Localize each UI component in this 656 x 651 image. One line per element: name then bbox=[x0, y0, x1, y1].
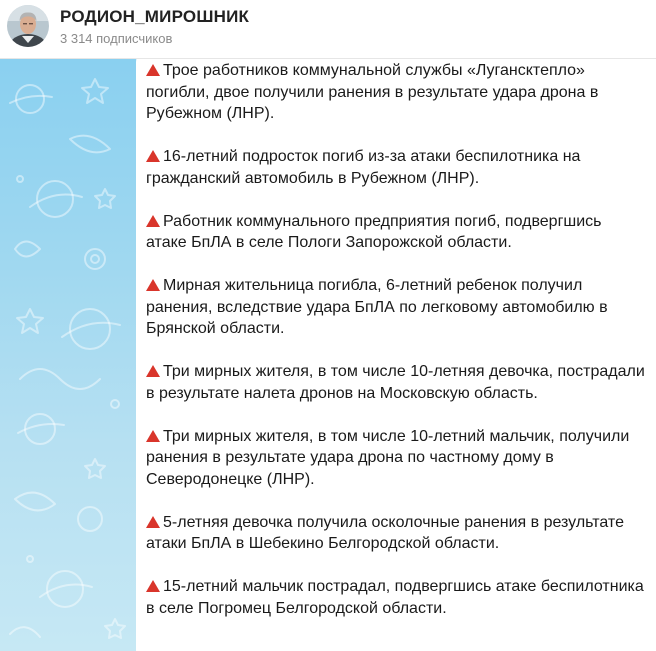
channel-title[interactable]: РОДИОН_МИРОШНИК bbox=[60, 7, 250, 26]
list-item: 15-летний мальчик пострадал, подвергшись атаке беспилотника в селе Погромец Белгородской области. bbox=[146, 578, 644, 617]
subscriber-count: 3 314 подписчиков bbox=[60, 31, 173, 46]
post-text bbox=[136, 50, 656, 619]
red-triangle-icon bbox=[146, 279, 160, 291]
list-item: Мирная жительница погибла, 6-летний ребенок получил ранения, вследствие удара БпЛА по легковому автомобилю в Брянской области. bbox=[146, 277, 608, 337]
red-triangle-icon bbox=[146, 430, 160, 442]
avatar[interactable] bbox=[7, 5, 49, 47]
list-item: Трое работников коммунальной службы «Лугансктепло» погибли, двое получили ранения в результате удара дрона в Рубежном (ЛНР). bbox=[146, 62, 599, 122]
channel-post bbox=[136, 50, 656, 651]
red-triangle-icon bbox=[146, 150, 160, 162]
red-triangle-icon bbox=[146, 580, 160, 592]
chat-wallpaper bbox=[0, 59, 140, 651]
list-item: Три мирных жителя, в том числе 10-летняя девочка, пострадали в результате налета дронов на Московскую область. bbox=[146, 363, 645, 402]
red-triangle-icon bbox=[146, 365, 160, 377]
list-item: 5-летняя девочка получила осколочные ранения в результате атаки БпЛА в Шебекино Белгородской области. bbox=[146, 513, 624, 552]
red-triangle-icon bbox=[146, 64, 160, 76]
doodle-pattern-icon bbox=[0, 59, 140, 651]
channel-header bbox=[0, 0, 656, 59]
list-item: Работник коммунального предприятия погиб, подвергшись атаке БпЛА в селе Пологи Запорожской области. bbox=[146, 212, 602, 251]
red-triangle-icon bbox=[146, 516, 160, 528]
list-item: 16-летний подросток погиб из-за атаки беспилотника на гражданский автомобиль в Рубежном (ЛНР). bbox=[146, 148, 581, 187]
list-item: Три мирных жителя, в том числе 10-летний мальчик, получили ранения в результате удара дрона по частному дому в Северодонецке (ЛНР). bbox=[146, 427, 630, 488]
red-triangle-icon bbox=[146, 215, 160, 227]
person-avatar-icon bbox=[7, 5, 49, 47]
